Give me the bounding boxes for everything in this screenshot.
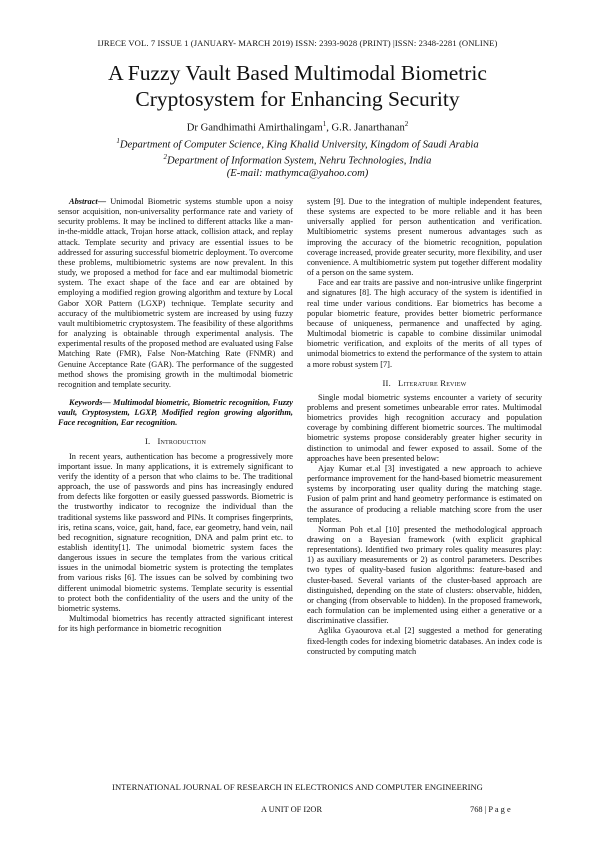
right-paragraph-6: Aglika Gyaourova et.al [2] suggested a method for generating fixed-length codes for indexing biometric databases. An index code is constructed by computing match [307, 626, 542, 656]
footer-unit: A UNIT OF I2OR [261, 805, 323, 814]
section-2-title: Literature Review [398, 377, 467, 388]
footer-journal-name: INTERNATIONAL JOURNAL OF RESEARCH IN ELECTRONICS AND COMPUTER ENGINEERING [112, 782, 483, 792]
right-paragraph-2: Face and ear traits are passive and non-intrusive unlike fingerprint and signatures [8]. The high accuracy of the system is identified in real time under various conditions. Ear biometrics has become a popular biometric feature, provides better biometric performance because of uniqueness, permanence and unaffected by aging. Multimodal biometric is capable to combine dissimilar unimodal biometric verification, and exploits of the merits of all types of unimodal biometrics to extend the performance of the system to attain a more robust system [7]. [307, 278, 542, 369]
author-email: (E-mail: mathymca@yahoo.com) [226, 168, 369, 179]
keywords-text: Multimodal biometric, Biometric recognition, Fuzzy vault, Cryptosystem, LGXP, Modified region growing algorithm, Face recognition, Ear recognition. [58, 397, 293, 428]
affiliation-1-sup: 1 [116, 136, 120, 145]
section-2-number: II. [382, 377, 391, 388]
paper-title [0, 60, 595, 112]
keywords [58, 398, 293, 428]
right-column [307, 197, 542, 657]
right-paragraph-4: Ajay Kumar et.al [3] investigated a new approach to achieve performance improvement for the hand-based biometric measurement systems by incorporating user quality during the matching stage. Fusion of palm print and hand geometry performance is estimated on the assurance of producing a reliable matching score from the user templates. [307, 463, 542, 524]
author-2: , G.R. Janarthanan [326, 122, 405, 134]
abstract [58, 197, 293, 390]
author-line [0, 118, 595, 135]
section-heading-introduction [58, 436, 293, 446]
keywords-label: Keywords— [69, 397, 111, 407]
right-paragraph-5: Norman Poh et.al [10] presented the methodological approach drawing on a Bayesian framework (with explicit graphical representations). Identified two primary roles quality measures play: 1) as auxiliary measurements or 2) as control parameters. Describes two types of quality-based fusion algorithms: feature-based and cluster-based. Several variants of the cluster-based approach are distinguished, depending on the state of clusters: observable, hidden, or changing (from observable to hidden). In the proposed framework, each formulation can be implemented using either a generative or a discriminative classifier. [307, 524, 542, 626]
affiliation-2-text: Department of Information System, Nehru Technologies, India [167, 155, 432, 167]
section-heading-literature-review [307, 378, 542, 388]
left-column [58, 197, 293, 634]
author-block [0, 118, 595, 168]
section-1-number: I. [144, 436, 151, 447]
affiliation-2-sup: 2 [163, 153, 168, 162]
page-number: 768 | P a g e [470, 805, 511, 814]
abstract-text: Unimodal Biometric systems stumble upon a noisy sensor acquisition, non-universality performance rate and variety of security problems. It may be inclined to different attacks like a man-in-the-middle attack, Trojan horse attack, collision attack, and replay attack. Template security and privacy are essential issues to be addressed for assuring successful biometric deployment. To overcome these problems, multibiometric systems are now prevalent. In this study, we proposed a method for face and ear multimodal biometric system. The exact shape of the face and ear are obtained by employing a modified region growing algorithm and texture by Local Gabor XOR Pattern (LGXP) technique. Template security and accuracy of the multibiometric system are increased by using fuzzy vault multibiometric cryptosystem. The feasibility of these algorithms for analyzing is obtainable through experimental analysis. The experimental results of the proposed method are evaluated using False Matching Rate (FMR), False Non-Matching Rate (FNMR) and Genuine Acceptance Rate (GAR). The performance of the suggested method shows the promising growth in the multimodal biometric recognition and template security. [58, 197, 293, 389]
section-1-title: Introduction [157, 436, 207, 447]
author-2-sup: 2 [404, 120, 409, 128]
title-line-1: A Fuzzy Vault Based Multimodal Biometric [108, 61, 487, 85]
author-1-sup: 1 [322, 120, 327, 128]
affiliation-1 [0, 135, 595, 152]
affiliation-2 [0, 151, 595, 168]
affiliation-1-text: Department of Computer Science, King Khalid University, Kingdom of Saudi Arabia [119, 139, 479, 151]
author-1: Dr Gandhimathi Amirthalingam [186, 122, 323, 134]
right-paragraph-3: Single modal biometric systems encounter a variety of security problems and present sometimes unbearable error rates. Multimodal biometrics provides high recognition accuracy and population coverage by combining different biometric sources. The multimodal biometric systems propose considerably greater higher security in distinction to unimodal and fewer exposed to assail. Some of the approaches have been presented below: [307, 392, 542, 463]
abstract-label: Abstract— [69, 197, 107, 206]
running-header: IJRECE VOL. 7 ISSUE 1 (JANUARY- MARCH 2019) ISSN: 2393-9028 (PRINT) |ISSN: 2348-2281 (ONLINE) [97, 38, 498, 48]
title-line-2: Cryptosystem for Enhancing Security [135, 87, 460, 111]
intro-paragraph-1: In recent years, authentication has become a progressively more important issue. In many applications, it is extremely significant to verify the identity of a person that who claims to be. The traditional approach, the use of passwords and pins has increasingly endured from defects like forgotten or easily guessed passwords. Biometric is the trustworthy indicator to recognize the individual than the traditional systems like password and PINs. It comprises fingerprints, iris, retina scans, voice, gait, hand, face, ear geometry, hand vein, nail bed recognition, signature recognition, DNA and palm print etc. to establish identity[1]. The unimodal biometric system faces the dangerous issues in secure the templates from the various critical issues in the unimodal biometric system is protecting the templates from various risks [6]. The issues can be solved by combining two different unimodal biometric systems. Template security is essential to protect both the confidentiality of the users and the unity of the biometric systems. [58, 451, 293, 613]
intro-paragraph-2: Multimodal biometrics has recently attracted significant interest for its high performance in biometric recognition [58, 614, 293, 634]
right-paragraph-1: system [9]. Due to the integration of multiple independent features, these systems are expected to be more reliable and it has been universally applied for person authentication and verification. Multibiometric systems present numerous advantages such as improving the accuracy of the biometric recognition, population coverage increased, provide greater security, more flexibility, and user convenience. A multibiometric system put together different modality of a person on the same system. [307, 197, 542, 278]
